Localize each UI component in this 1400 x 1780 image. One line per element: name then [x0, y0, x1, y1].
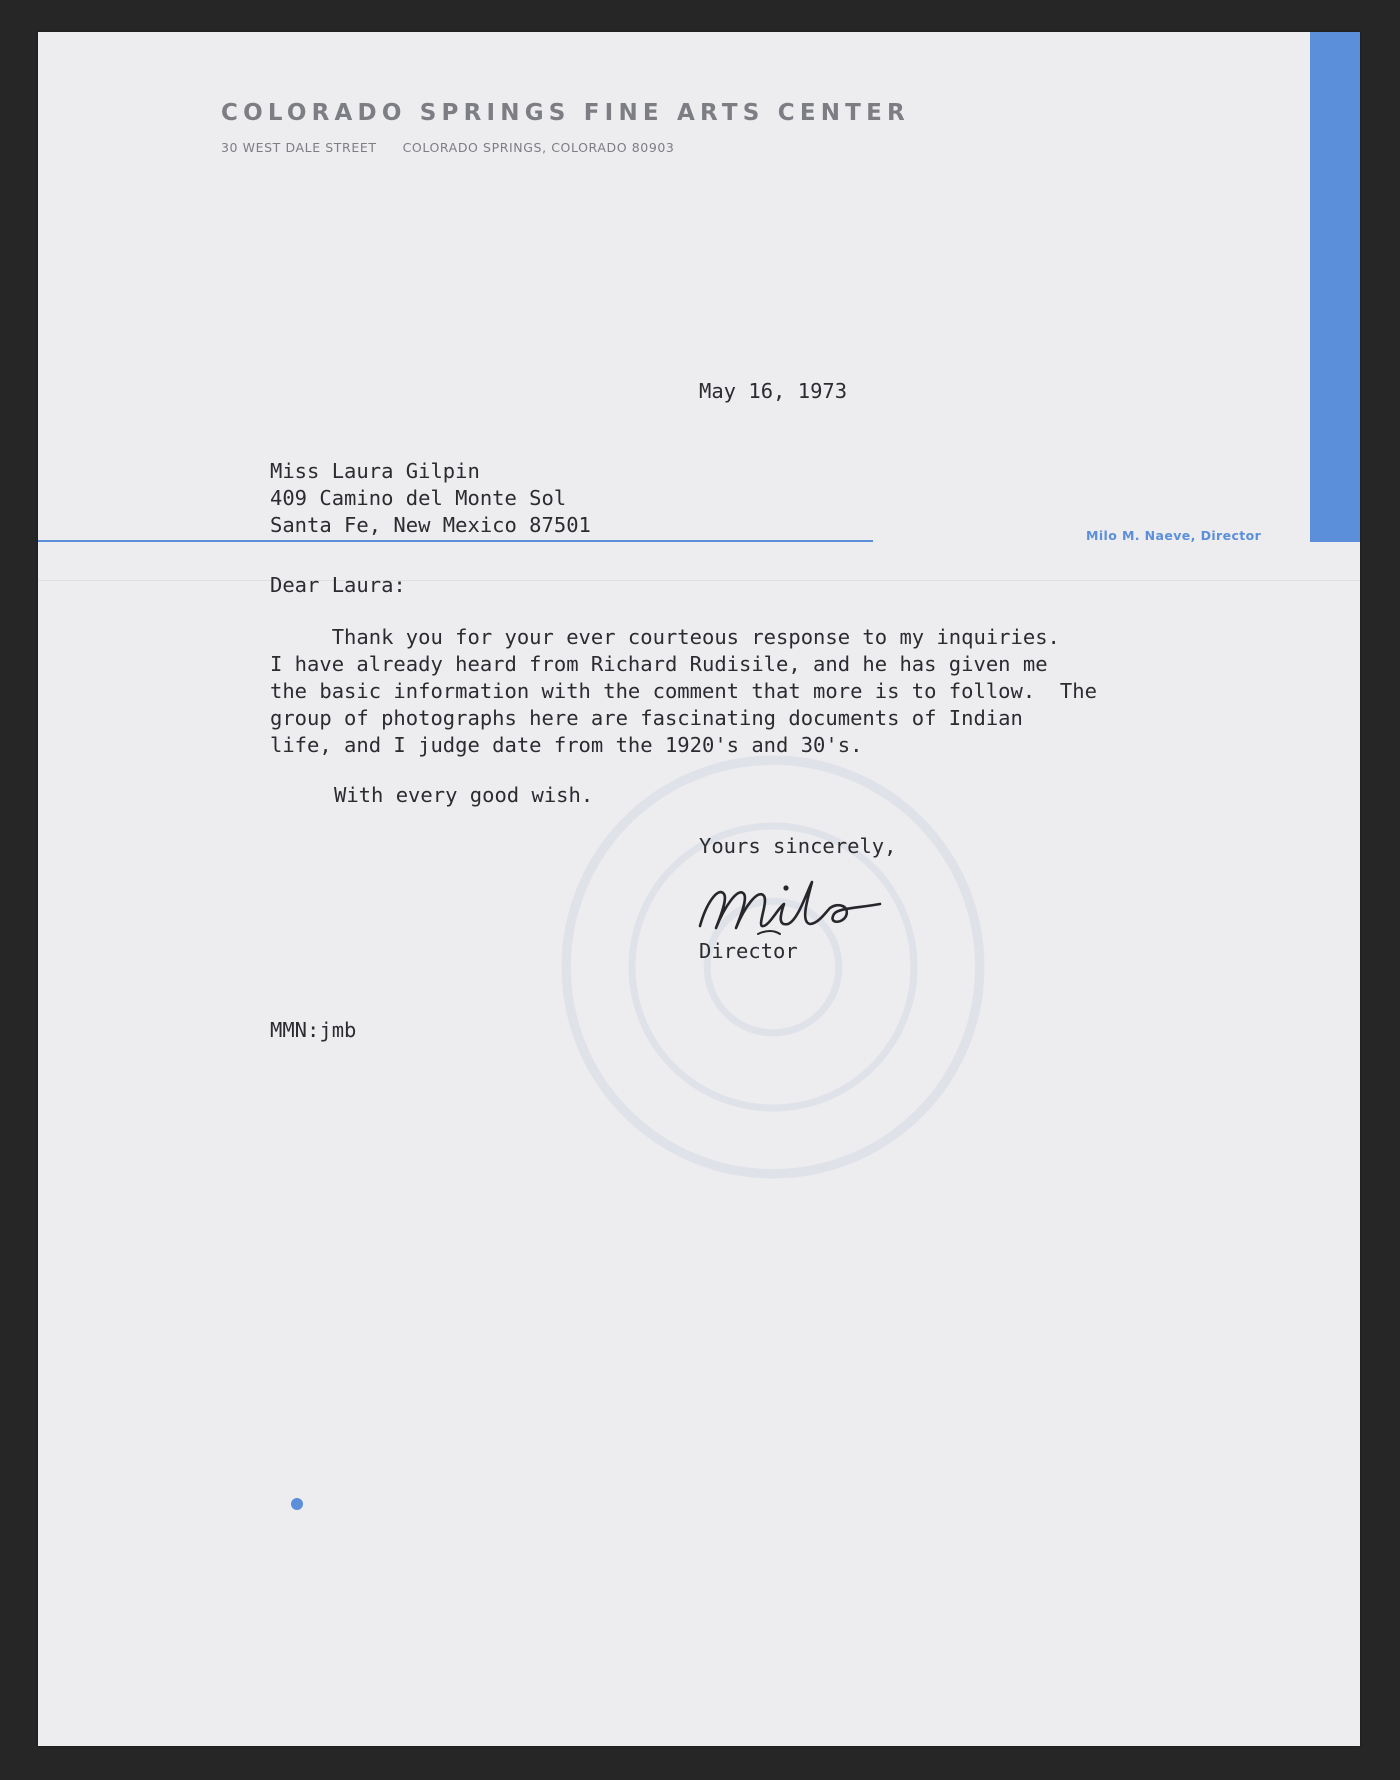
- page-fold-line: [38, 580, 1360, 581]
- letter-page: [38, 32, 1360, 1746]
- letterhead-rule: [38, 540, 873, 542]
- salutation: Dear Laura:: [270, 573, 406, 597]
- body-line: life, and I judge date from the 1920's and 30's.: [270, 733, 863, 757]
- letterhead-street: 30 WEST DALE STREET: [221, 140, 377, 155]
- letter-date: May 16, 1973: [699, 379, 848, 403]
- body-line: group of photographs here are fascinating documents of Indian: [270, 706, 1023, 730]
- letterhead-director: Milo M. Naeve, Director: [1086, 528, 1262, 543]
- blue-dot-mark: [291, 1498, 303, 1510]
- addressee-line: 409 Camino del Monte Sol: [270, 486, 567, 510]
- body-line: I have already heard from Richard Rudisile, and he has given me: [270, 652, 1048, 676]
- faint-stamp-watermark: [538, 732, 1008, 1202]
- letterhead-city: COLORADO SPRINGS, COLORADO 80903: [402, 140, 675, 155]
- reference-initials: MMN:jmb: [270, 1018, 357, 1042]
- addressee-block: [270, 458, 591, 539]
- signer-title: Director: [699, 939, 798, 963]
- addressee-line: Santa Fe, New Mexico 87501: [270, 513, 591, 537]
- body-line: the basic information with the comment that more is to follow. The: [270, 679, 1097, 703]
- complimentary-close: Yours sincerely,: [699, 834, 897, 858]
- handwritten-signature: [688, 864, 898, 944]
- addressee-line: Miss Laura Gilpin: [270, 459, 480, 483]
- body-line: Thank you for your ever courteous response to my inquiries.: [270, 625, 1060, 649]
- letter-body: [270, 624, 1097, 759]
- letterhead-organization: COLORADO SPRINGS FINE ARTS CENTER: [221, 100, 910, 126]
- letterhead-address: [221, 140, 674, 155]
- closing-wish: With every good wish.: [334, 783, 594, 807]
- letterhead-accent-bar: [1310, 32, 1360, 542]
